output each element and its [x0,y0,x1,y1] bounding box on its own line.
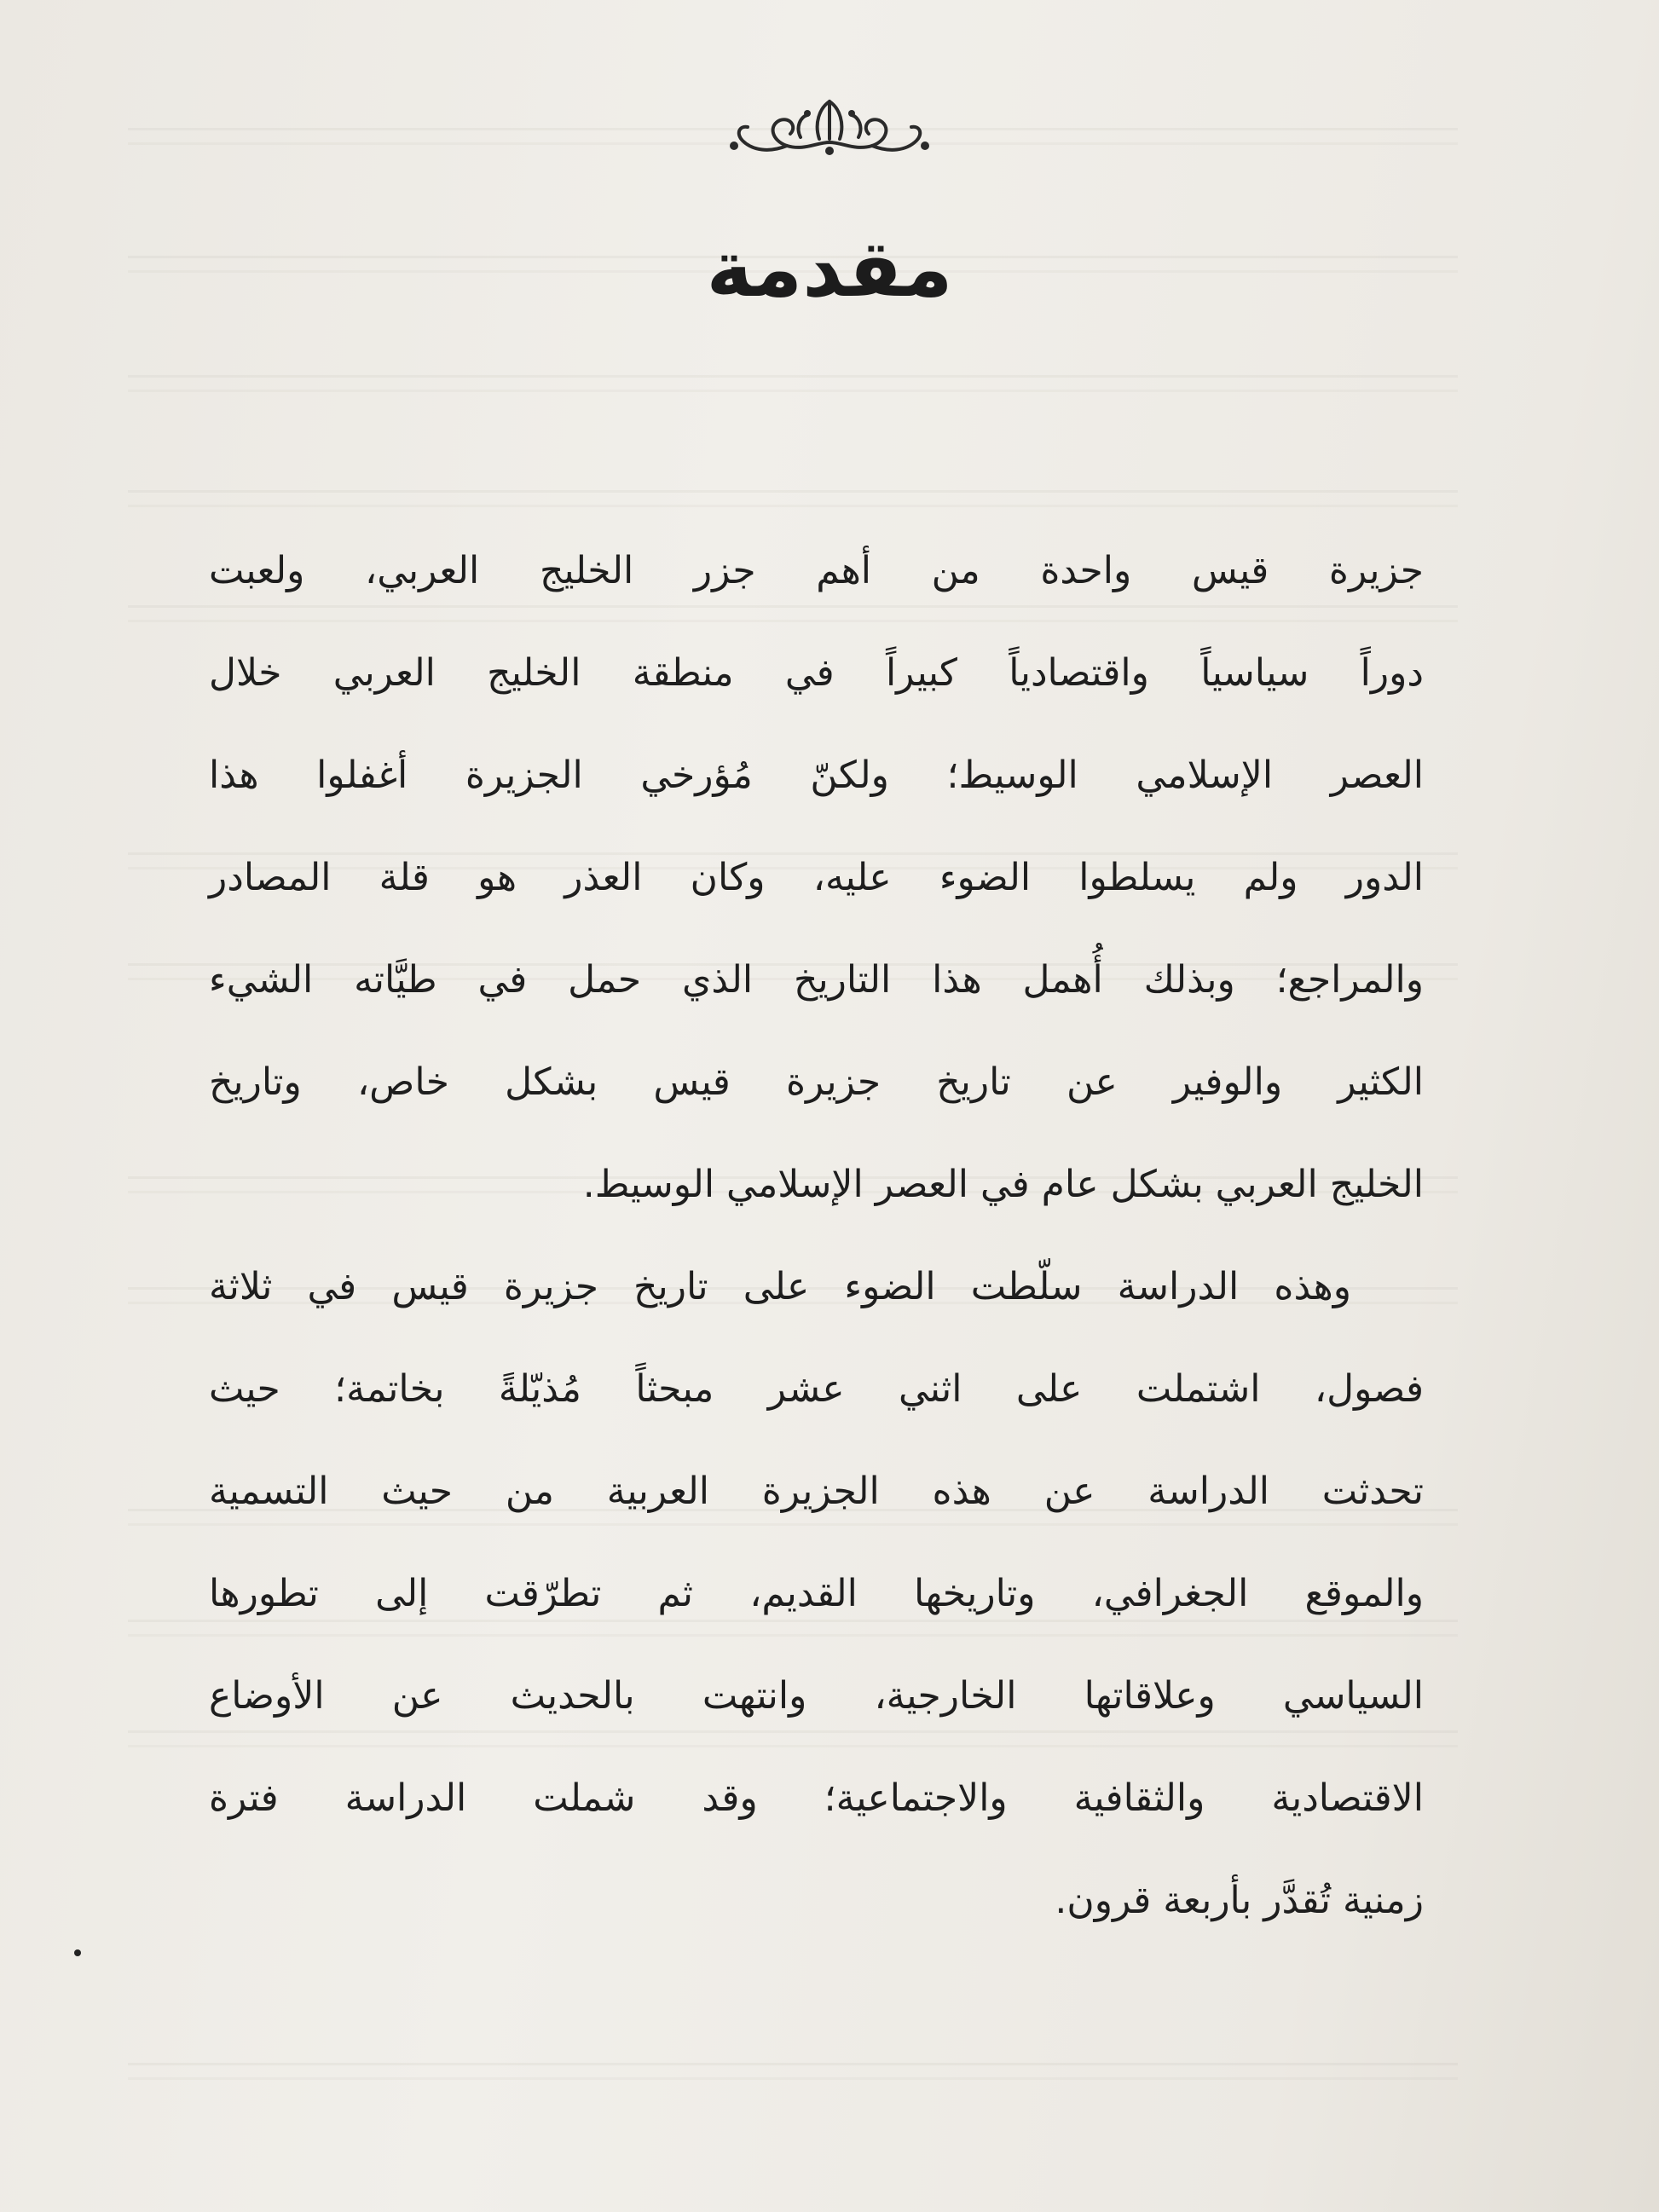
text-line: زمنية تُقدَّر بأربعة قرون. [1055,1879,1424,1922]
text-line: الدور ولم يسلطوا الضوء عليه، وكان العذر هو قلة المصادر [209,856,1424,899]
page-speck [74,1949,81,1956]
show-through-line [128,375,1458,392]
text-line: جزيرة قيس واحدة من أهم جزر الخليج العربي، ولعبت [209,549,1424,592]
text-line: فصول، اشتملت على اثني عشر مبحثاً مُذيّلةً بخاتمة؛ حيث [209,1367,1424,1411]
text-line: السياسي وعلاقاتها الخارجية، وانتهت بالحديث عن الأوضاع [209,1674,1424,1718]
show-through-line [128,2063,1458,2080]
show-through-line [128,490,1458,507]
text-line: الاقتصادية والثقافية والاجتماعية؛ وقد شملت الدراسة فترة [209,1776,1424,1820]
page-title: مقدمة [706,223,953,315]
text-line: والموقع الجغرافي، وتاريخها القديم، ثم تطرّقت إلى تطورها [209,1572,1424,1615]
text-line: الخليج العربي بشكل عام في العصر الإسلامي الوسيط. [582,1163,1424,1206]
floral-ornament-icon [719,90,940,166]
text-line: الكثير والوفير عن تاريخ جزيرة قيس بشكل خاص، وتاريخ [209,1060,1424,1104]
text-line: والمراجع؛ وبذلك أُهمل هذا التاريخ الذي حمل في طيَّاته الشيء [209,958,1424,1002]
text-line: دوراً سياسياً واقتصادياً كبيراً في منطقة الخليج العربي خلال [209,651,1424,695]
paragraph [209,520,1424,1236]
text-line: العصر الإسلامي الوسيط؛ ولكنّ مُؤرخي الجزيرة أغفلوا هذا [209,754,1424,797]
paragraph [209,1236,1424,1952]
text-line: تحدثت الدراسة عن هذه الجزيرة العربية من حيث التسمية [209,1470,1424,1513]
body-text [209,520,1424,1952]
text-line: وهذه الدراسة سلّطت الضوء على تاريخ جزيرة قيس في ثلاثة [209,1265,1351,1308]
